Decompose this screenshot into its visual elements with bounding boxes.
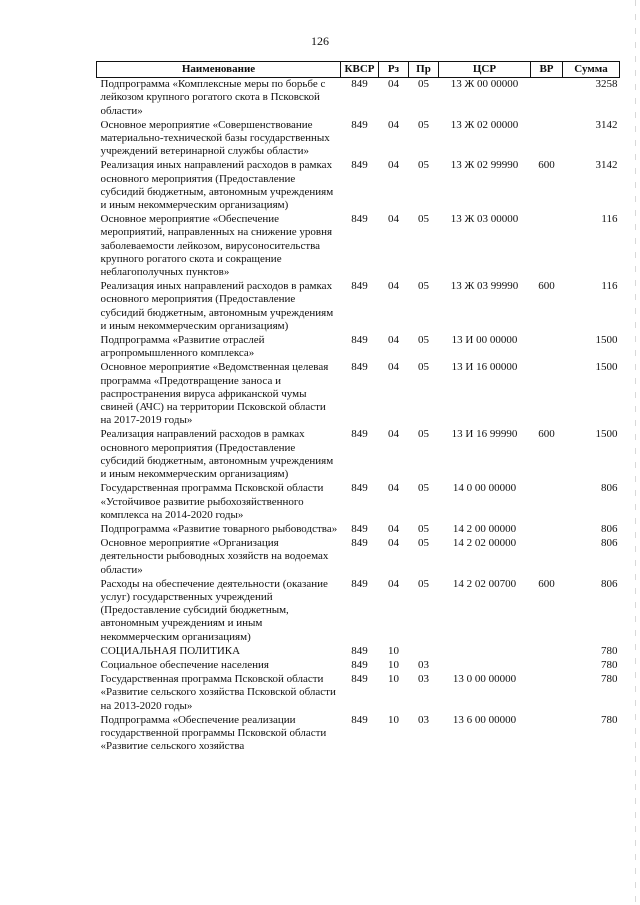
cell-name: Подпрограмма «Развитие товарного рыбоводства» <box>100 522 338 535</box>
cell-kvsr: 849 <box>351 118 368 131</box>
cell-pr: 05 <box>418 280 429 293</box>
cell-vr <box>531 334 563 361</box>
cell-csr: 13 И 00 00000 <box>451 334 518 347</box>
table-row <box>97 523 620 537</box>
cell-vr <box>531 361 563 428</box>
cell-rz: 10 <box>388 658 399 671</box>
cell-vr <box>531 659 563 673</box>
cell-sum: 780 <box>601 713 618 726</box>
table-row <box>97 673 620 714</box>
cell-pr: 05 <box>418 482 429 495</box>
page-number: 126 <box>311 34 329 48</box>
cell-name: Подпрограмма «Комплексные меры по борьбе с лейкозом крупного рогатого скота в Псковской области» <box>100 78 326 117</box>
cell-sum: 116 <box>601 213 618 226</box>
cell-name: Реализация иных направлений расходов в рамках основного мероприятия (Предоставление субсидий бюджетным, автономным учреждениям и иным некоммерческим организациям) <box>100 159 334 212</box>
cell-csr: 13 И 16 00000 <box>451 361 518 374</box>
cell-sum: 1500 <box>595 361 618 374</box>
cell-pr: 05 <box>418 213 429 226</box>
cell-kvsr: 849 <box>351 280 368 293</box>
table-row <box>97 578 620 645</box>
cell-name: Государственная программа Псковской области «Развитие сельского хозяйства Псковской области на 2013-2020 годы» <box>100 673 336 712</box>
cell-sum: 3142 <box>595 159 618 172</box>
cell-vr <box>531 119 563 160</box>
cell-pr: 05 <box>418 118 429 131</box>
table-row <box>97 428 620 482</box>
header-name: Наименование <box>97 62 341 78</box>
cell-csr <box>439 659 531 673</box>
header-csr: ЦСР <box>439 62 531 78</box>
cell-name: Основное мероприятие «Ведомственная целевая программа «Предотвращение заноса и распространения вируса африканской чумы свиней (АЧС) на территории Псковской области на 2017-2019 годы» <box>100 361 329 427</box>
cell-rz: 04 <box>388 428 399 441</box>
cell-name: СОЦИАЛЬНАЯ ПОЛИТИКА <box>100 644 241 657</box>
cell-rz: 04 <box>388 118 399 131</box>
cell-vr: 600 <box>538 280 555 293</box>
table-row <box>97 482 620 523</box>
scan-edge-line <box>635 0 636 905</box>
cell-pr: 05 <box>418 577 429 590</box>
cell-vr <box>531 714 563 755</box>
cell-name: Основное мероприятие «Организация деятельности рыбоводных хозяйств на водоемах области» <box>100 537 329 576</box>
cell-name: Подпрограмма «Развитие отраслей агропромышленного комплекса» <box>100 334 265 360</box>
cell-sum: 780 <box>601 658 618 671</box>
table-row <box>97 714 620 755</box>
cell-csr: 13 6 00 00000 <box>452 713 517 726</box>
cell-csr: 14 2 02 00000 <box>452 537 517 550</box>
cell-sum: 116 <box>601 280 618 293</box>
cell-csr: 14 2 02 00700 <box>452 577 517 590</box>
cell-kvsr: 849 <box>351 537 368 550</box>
cell-sum: 806 <box>601 522 618 535</box>
cell-pr: 05 <box>418 78 429 91</box>
cell-sum: 780 <box>601 673 618 686</box>
cell-csr: 13 Ж 03 00000 <box>450 213 519 226</box>
header-rz: Рз <box>379 62 409 78</box>
cell-rz: 04 <box>388 334 399 347</box>
cell-pr: 05 <box>418 159 429 172</box>
cell-rz: 04 <box>388 537 399 550</box>
header-vr: ВР <box>531 62 563 78</box>
cell-sum: 3258 <box>595 78 618 91</box>
budget-table <box>96 61 620 754</box>
cell-name: Подпрограмма «Обеспечение реализации государственной программы Псковской области «Развитие сельского хозяйства <box>100 713 327 753</box>
cell-vr <box>531 213 563 280</box>
cell-vr: 600 <box>538 577 555 590</box>
cell-rz: 04 <box>388 280 399 293</box>
cell-csr: 13 0 00 00000 <box>452 673 517 686</box>
cell-kvsr: 849 <box>351 78 368 91</box>
cell-name: Реализация направлений расходов в рамках основного мероприятия (Предоставление субсидий бюджетным, автономным учреждениям и иным некоммерческим организациям) <box>100 428 334 481</box>
cell-kvsr: 849 <box>351 159 368 172</box>
cell-vr <box>531 523 563 537</box>
table-row <box>97 280 620 334</box>
cell-name: Основное мероприятие «Совершенствование материально-технической базы государственных учреждений ветеринарной службы области» <box>100 118 330 158</box>
cell-sum: 806 <box>601 482 618 495</box>
cell-kvsr: 849 <box>351 522 368 535</box>
cell-vr <box>531 645 563 659</box>
cell-pr: 05 <box>418 537 429 550</box>
table-row <box>97 334 620 361</box>
cell-vr: 600 <box>538 159 555 172</box>
cell-csr: 13 И 16 99990 <box>451 428 518 441</box>
cell-kvsr: 849 <box>351 428 368 441</box>
cell-csr: 13 Ж 03 99990 <box>450 280 519 293</box>
table-row <box>97 119 620 160</box>
cell-pr: 05 <box>418 361 429 374</box>
table-row <box>97 361 620 428</box>
cell-pr: 03 <box>418 658 429 671</box>
cell-rz: 10 <box>388 713 399 726</box>
cell-csr <box>439 645 531 659</box>
cell-sum: 806 <box>601 537 618 550</box>
header-sum: Сумма <box>563 62 620 78</box>
cell-pr: 03 <box>418 713 429 726</box>
cell-vr <box>531 537 563 578</box>
cell-rz: 04 <box>388 78 399 91</box>
table-body <box>97 78 620 755</box>
table-row <box>97 659 620 673</box>
table-row <box>97 645 620 659</box>
cell-sum: 780 <box>601 644 618 657</box>
cell-name: Реализация иных направлений расходов в рамках основного мероприятия (Предоставление субсидий бюджетным, автономным учреждениям и иным некоммерческим организациям) <box>100 280 334 332</box>
cell-csr: 13 Ж 02 99990 <box>450 159 519 172</box>
cell-rz: 04 <box>388 482 399 495</box>
cell-kvsr: 849 <box>351 673 368 686</box>
cell-kvsr: 849 <box>351 213 368 226</box>
cell-kvsr: 849 <box>351 361 368 374</box>
table-header-row <box>97 62 620 78</box>
cell-pr: 05 <box>418 428 429 441</box>
cell-name: Государственная программа Псковской области «Устойчивое развитие рыбохозяйственного комплекса на 2014-2020 годы» <box>100 482 324 521</box>
table-row <box>97 78 620 119</box>
cell-kvsr: 849 <box>351 644 368 657</box>
cell-name: Расходы на обеспечение деятельности (оказание услуг) государственных учреждений (Предоставление субсидий бюджетным, автономным учреждениям и иным некоммерческим организациям) <box>100 577 328 643</box>
cell-kvsr: 849 <box>351 577 368 590</box>
table-row <box>97 159 620 213</box>
table-row <box>97 537 620 578</box>
cell-sum: 806 <box>601 577 618 590</box>
cell-csr: 14 2 00 00000 <box>452 522 517 535</box>
cell-rz: 04 <box>388 159 399 172</box>
cell-sum: 1500 <box>595 428 618 441</box>
cell-csr: 14 0 00 00000 <box>452 482 517 495</box>
cell-pr <box>409 645 439 659</box>
cell-sum: 1500 <box>595 334 618 347</box>
cell-kvsr: 849 <box>351 482 368 495</box>
header-kvsr: КВСР <box>341 62 379 78</box>
cell-vr: 600 <box>538 428 555 441</box>
cell-rz: 04 <box>388 522 399 535</box>
cell-kvsr: 849 <box>351 334 368 347</box>
cell-name: Социальное обеспечение населения <box>100 658 269 671</box>
cell-pr: 05 <box>418 522 429 535</box>
cell-vr <box>531 78 563 119</box>
cell-name: Основное мероприятие «Обеспечение мероприятий, направленных на снижение уровня заболеваемости лейкозом, вирусоносительства крупного рогатого скота и сокращение неблагополучных пунктов» <box>100 213 333 279</box>
header-pr: Пр <box>409 62 439 78</box>
cell-pr: 05 <box>418 334 429 347</box>
table-row <box>97 213 620 280</box>
cell-rz: 04 <box>388 361 399 374</box>
cell-rz: 10 <box>388 644 399 657</box>
cell-vr <box>531 673 563 714</box>
cell-csr: 13 Ж 02 00000 <box>450 118 519 131</box>
cell-kvsr: 849 <box>351 713 368 726</box>
cell-kvsr: 849 <box>351 658 368 671</box>
cell-sum: 3142 <box>595 118 618 131</box>
cell-vr <box>531 482 563 523</box>
cell-csr: 13 Ж 00 00000 <box>450 78 519 91</box>
cell-rz: 04 <box>388 577 399 590</box>
cell-pr: 03 <box>418 673 429 686</box>
cell-rz: 04 <box>388 213 399 226</box>
cell-rz: 10 <box>388 673 399 686</box>
